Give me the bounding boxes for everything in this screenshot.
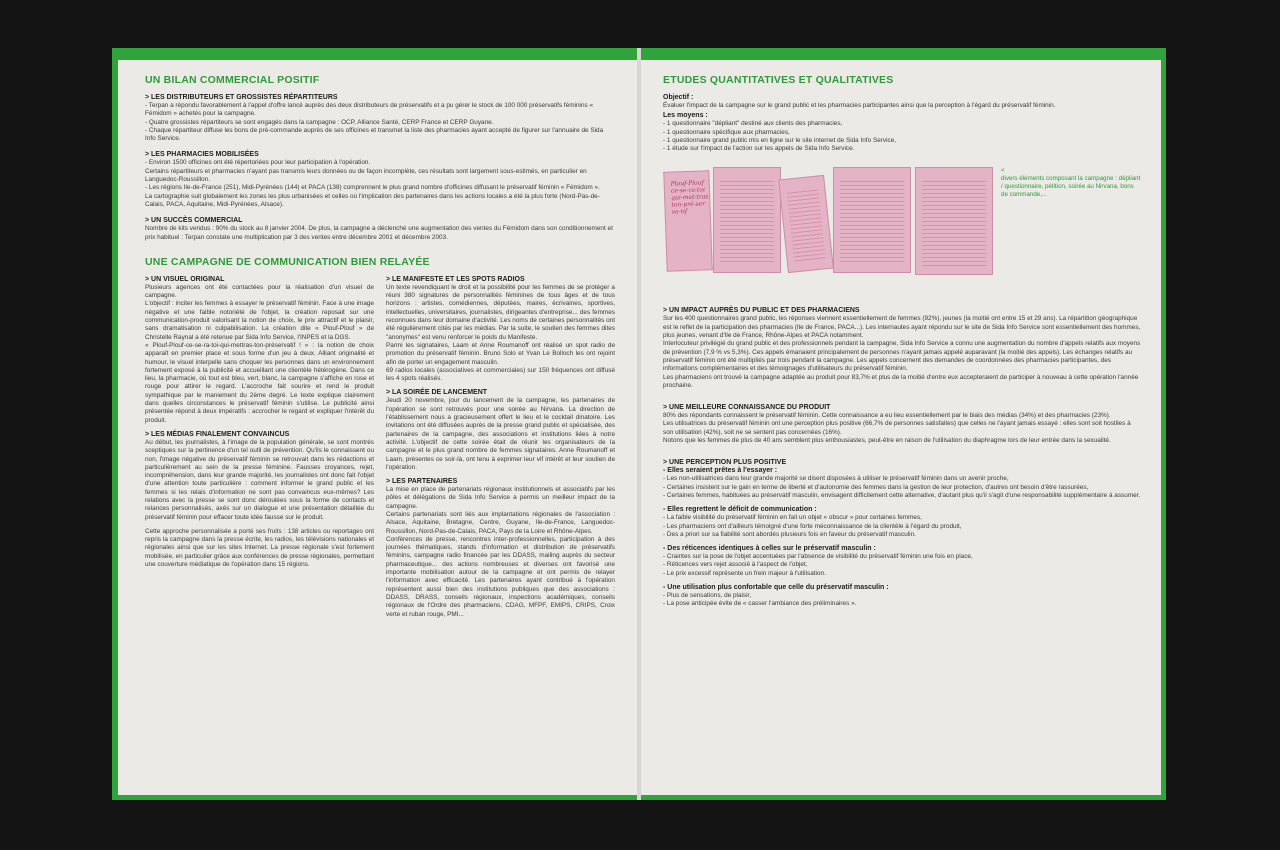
flyer-script-text: Plouf-Plouf ce-se-ra-toi qui-met-tras ton-pré-ser va-tif [670, 179, 709, 217]
reticences-text: - Craintes sur la pose de l'objet accentuées par l'absence de visibilité du préservatif féminin une fois en place, - Réticences vers rejet associé à l'aspect de l'objet, - Le prix excessif représente un frein majeur à l'utilisation. [663, 553, 973, 577]
pamphlet-image [778, 175, 834, 273]
connaissance-section [663, 404, 1141, 445]
campagne-columns [145, 276, 615, 619]
manifeste-text: Un texte revendiquant le droit et la possibilité pour les femmes de se protéger a réuni 380 signatures de personnalités féminines de tous âges et de tous horizons : artistes, comédiennes, députées, maires, écrivaines, sportives, intellectuelles, universitaires, journalistes, dirigeantes d'entreprise... des femmes reconnues dans leur domaine d'activité. Les noms de certaines personnalités ont été régulièrement cités par les médias. Par la suite, le soutien des femmes dites "anonymes" est venu renforcer le poids du Manifeste. Parmi les signataires, Laam et Anne Roumanoff ont réalisé un spot radio de promotion du préservatif féminin. Bruno Solo et Yvan Le Bolloch les ont rejoint afin de porter un engagement masculin. 69 radios locales (associatives et commerciales) sur 150 fréquences ont diffusé les 4 spots réalisés. [386, 283, 615, 383]
pharmacies-section [145, 151, 615, 209]
campagne-col-1 [145, 276, 374, 619]
perception-section [663, 459, 1141, 608]
objectif-section [663, 94, 1141, 153]
soiree-title: > LA SOIRÉE DE LANCEMENT [386, 389, 488, 397]
distributeurs-text: - Terpan a répondu favorablement à l'appel d'offre lancé auprès des deux distributeurs de préservatifs et a pu gérer le stock de 100 000 préservatifs féminins « Fémidom » achetés pour la campagne. - Quatre grossistes répartiteurs se sont engagés dans la campagne : OCP, Alliance Santé, CERP France et CERP Guyane. - Chaque répartiteur diffuse les bons de pré-commande auprès de ses officines et transmet la liste des pharmacies ayant accepté de figurer sur l'annuaire de Sida Info Service. [145, 102, 604, 143]
petition-image [833, 167, 911, 273]
reticences-title: - Des réticences identiques à celles sur le préservatif masculin : [663, 545, 876, 553]
campagne-heading: UNE CAMPAGNE DE COMMUNICATION BIEN RELAYÉE [145, 255, 430, 268]
visuel-title: > UN VISUEL ORIGINAL [145, 275, 225, 283]
manifeste-title: > LE MANIFESTE ET LES SPOTS RADIOS [386, 275, 525, 283]
campagne-col-2 [386, 276, 615, 619]
confortable-title: - Une utilisation plus confortable que celle du préservatif masculin : [663, 584, 889, 592]
medias-text-2: Cette approche personnalisée a porté ses fruits : 138 articles ou reportages ont repris la campagne dans la presse écrite, les radios, les télévisions nationales et régionales ainsi que sur les sites Internet. La presse régionale s'est fortement mobilisée, en particulier grâce aux conférences de presse régionales, permettant une couverture médiatique de l'opération dans 15 régions. [145, 527, 374, 569]
medias-text: Au début, les journalistes, à l'image de la population générale, se sont montrés sceptiques sur la pertinence d'un tel outil de prévention. Qu'ils le connaissent ou non, l'image négative du préservatif féminin se retrouvait dans les rédactions et particulièrement au sein de la presse féminine. Fausses croyances, rejet, incompréhension, dans leur grande majorité, les journalistes ont donc fait l'objet d'une attention toute particulière : comment informer le grand public et les femmes si les relais d'information ne sont pas convaincus eux-mêmes? Les relations avec la presse se sont donc déroulées sous la forme de contacts et relances personnalisés, axés sur un dialogue et une présentation détaillée du préservatif féminin pour effacer toute idée fausse sur le produit. [145, 438, 374, 521]
order-form-image [915, 167, 993, 275]
perception-title: > UNE PERCEPTION PLUS POSITIVE [663, 459, 787, 467]
distributeurs-title: > LES DISTRIBUTEURS ET GROSSISTES RÉPARTITEURS [145, 94, 338, 101]
brochure-spread [112, 48, 1166, 800]
questionnaire-image [713, 167, 781, 273]
succes-section [145, 217, 615, 242]
moyens-text: - 1 questionnaire "dépliant" destiné aux clients des pharmacies, - 1 questionnaire spécifique aux pharmacies, - 1 questionnaire grand public mis en ligne sur le site internet de Sida Info Service, - 1 étude sur l'impact de l'action sur les appels de Sida Info Service. [663, 120, 897, 153]
soiree-text: Jeudi 20 novembre, jour du lancement de la campagne, les partenaires de l'opération se sont retrouvés pour une soirée au Nirvana. La direction de l'établissement nous a gracieusement offert le lieu et le cocktail dinatoire. Les invitations ont été diffusées auprès de la presse grand public et spécialisée, des partenaires de la campagne, des associations et institutions liées à notre activité. L'objectif de cette soirée était de réunir les organisateurs de la campagne et le plus grand nombre de femmes signataires. Anne Roumanoff et Laam, présentes ce soir-là, ont tenu à exprimer leur vif intérêt et leur soutien de l'opération. [386, 397, 615, 471]
flyer-image [663, 171, 712, 273]
etudes-heading: ETUDES QUANTITATIVES ET QUALITATIVES [663, 74, 894, 86]
pharmacies-title: > LES PHARMACIES MOBILISÉES [145, 151, 259, 159]
pharmacies-text: - Environ 1500 officines ont été répertoriées pour leur participation à l'opération. Certains répartiteurs et pharmacies n'ayant pas transmis leurs données ou de façon incomplète, ces résultats sont largement sous-estimés, en particulier en Languedoc-Roussillon. - Les régions Ile-de-France (251), Midi-Pyrénées (144) et PACA (138) comprennent le plus grand nombre d'officines diffusant le préservatif féminin « Fémidom ». La cartographie suit globalement les zones les plus urbanisées et celles où l'implication des partenaires dans les actions locales a été la plus forte (Nord-Pas-de-Calais, PACA, Aquitaine, Midi-Pyrénées, Alsace). [145, 159, 600, 208]
pretes-title: - Elles seraient prêtes à l'essayer : [663, 467, 778, 475]
succes-text: Nombre de kits vendus : 90% du stock au 8 janvier 2004. De plus, la campagne a déclenché une augmentation des ventes du Fémidom dans son conditionnement et prix habituel : Terpan constate une multiplication par 3 des ventes entre décembre 2001 et décembre 2003. [145, 225, 613, 241]
deficit-text: - La faible visibilité du préservatif féminin en fait un objet « obscur » pour certaines femmes, - Les pharmaciens ont d'ailleurs témoigné d'une forte méconnaissance de la clientèle à l'égard du produit, - Des a priori sur sa fiabilité sont abordés plusieurs fois en faveur du préservatif masculin. [663, 514, 962, 538]
confortable-text: - Plus de sensations, de plaisir, - La pose anticipée évite de « casser l'ambiance des préliminaires ». [663, 592, 857, 608]
impact-text: Sur les 400 questionnaires grand public, les réponses viennent essentiellement de femmes (92%), jeunes (la moitié ont entre 15 et 29 ans). La répartition géographique est le reflet de la participation des pharmacies (Ile de France, PACA...). Les internautes ayant répondu sur le site de Sida Info Service sont essentiellement des hommes, plus jeunes, venant d'Ile de France, Rhône-Alpes et PACA notamment. Interlocuteur privilégié du grand public et des professionnels pendant la campagne, Sida Info Service a connu une augmentation du nombre d'appels relatifs aux moyens de prévention (7,9 % vs 5,3%). Ces appels émanaient principalement de personnes n'ayant jamais appelé auparavant (la moitié des appels). Les échanges relatifs au préservatif féminin ont été multipliés par trois pendant la campagne. Les appels concernent des demandes de coordonnées des pharmacies participantes, des informations complémentaires et des témoignages d'utilisateurs du préservatif féminin. Les pharmaciens ont trouvé la campagne adaptée au produit pour 83,7% et plus de la moitié d'entre eux accepteraient de participer à nouveau à cette opération l'année prochaine. [663, 315, 1141, 389]
campaign-materials-figure [663, 167, 1141, 287]
impact-section [663, 307, 1141, 390]
objectif-text: Évaluer l'impact de la campagne sur le grand public et les pharmacies participantes ainsi que la perception à l'égard du préservatif féminin. [663, 102, 1056, 109]
distributeurs-section [145, 94, 615, 143]
connaissance-title: > UNE MEILLEURE CONNAISSANCE DU PRODUIT [663, 404, 831, 412]
pretes-text: - Les non-utilisatrices dans leur grande majorité se disent disposées à utiliser le préservatif féminin dans un avenir proche, - Certaines insistent sur le gain en terme de liberté et d'autonomie des femmes dans la gestion de leur protection, d'autres ont besoin d'être rassurées, - Certaines femmes, habituées au préservatif masculin, envisagent difficilement cette alternative, d'autant plus qu'il s'agit d'une responsabilité supplémentaire à assumer. [663, 475, 1141, 499]
left-page [118, 60, 638, 795]
visuel-text: Plusieurs agences ont été contactées pour la réalisation d'un visuel de campagne. L'objectif : inciter les femmes à essayer le préservatif féminin. Face à une image négative et une faible notoriété de l'objet, la création reposait sur une communication-produit valorisant la notion de choix, le prix attractif et le plaisir, sans dramatisation ni culpabilisation. La création dite « Plouf-Plouf » de Christelle Raynal a été retenue par Sida Info Service, l'INPES et la DGS. « Plouf-Plouf-ce-se-ra-toi-qui-mettras-ton-préservatif ! » : la notion de choix apparaît en premier place et sous forme d'un jeu à deux. Alliant originalité et humour, le visuel interpelle sans choquer les personnes dans un environnement fortement exposé à la publicité et accueillant une clientèle hétérogène. Dans ce lieu, la pharmacie, où tout est bleu, vert, blanc, la campagne s'affiche en rose et rouge pour attirer le regard. L'accroche fait sourire et rend le produit sympathique par le maniement du 2ème degré. Le texte explique clairement dans quelles circonstances le préservatif féminin s'utilise. Le publicité ainsi présentée répond à deux impératifs : accrocher le regard et expliquer l'intérêt du produit. [145, 283, 374, 424]
figure-caption: < divers éléments composant la campagne : dépliant / questionnaire, pétition, soirée au Nirvana, bons de commande,... [1001, 167, 1141, 199]
impact-title: > UN IMPACT AUPRÈS DU PUBLIC ET DES PHARMACIENS [663, 307, 860, 315]
bilan-heading: UN BILAN COMMERCIAL POSITIF [145, 74, 320, 86]
objectif-label: Objectif : [663, 94, 694, 101]
moyens-label: Les moyens : [663, 112, 708, 120]
partenaires-title: > LES PARTENAIRES [386, 478, 458, 486]
medias-title: > LES MÉDIAS FINALEMENT CONVAINCUS [145, 430, 290, 438]
right-page [641, 60, 1161, 795]
partenaires-text: La mise en place de partenariats régionaux institutionnels et associatifs par les pôles et délégations de Sida Info Service a permis un meilleur impact de la campagne. Certains partenariats sont liés aux implantations régionales de l'association : Alsace, Aquitaine, Bretagne, Centre, Guyane, Ile-de-France, Languedoc-Roussillon, Nord-Pas-de-Calais, PACA, Pays de la Loire et Rhône-Alpes. Conférences de presse, rencontres inter-professionnelles, participation à des journées thématiques, stands d'information et distribution de préservatifs féminins, campagne radio financée par les DDASS, mailing auprès du secteur pharmaceutique... des actions nombreuses et diverses ont favorisé une importante mobilisation autour de la campagne et ont permis de relayer l'information avec efficacité. Les partenaires ayant contribué à l'opération représentent aussi bien des institutions publiques que des associations : DDASS, DRASS, conseils régionaux, inspections académiques, conseils régionaux de l'Ordre des pharmaciens, CDAG, MFPF, EMIPS, CRIPS, Croix verte et ruban rouge, PMI... [386, 486, 615, 618]
deficit-title: - Elles regrettent le déficit de communication : [663, 506, 817, 514]
connaissance-text: 80% des répondants connaissent le préservatif féminin. Cette connaissance a eu lieu essentiellement par le biais des médias (34%) et des pharmacies (23%). Les utilisatrices du préservatif féminin ont une perception plus positive (66,7% de personnes satisfaites) que celles ne l'ayant jamais essayé : elles sont soit hostiles à son utilisation (42%), soit ne se sentent pas concernées (16%). Notons que les femmes de plus de 40 ans semblent plus enthousiastes, peut-être en raison de l'utilisation du diaphragme lors de leur entrée dans la sexualité. [663, 412, 1131, 445]
succes-title: > UN SUCCÈS COMMERCIAL [145, 217, 243, 225]
